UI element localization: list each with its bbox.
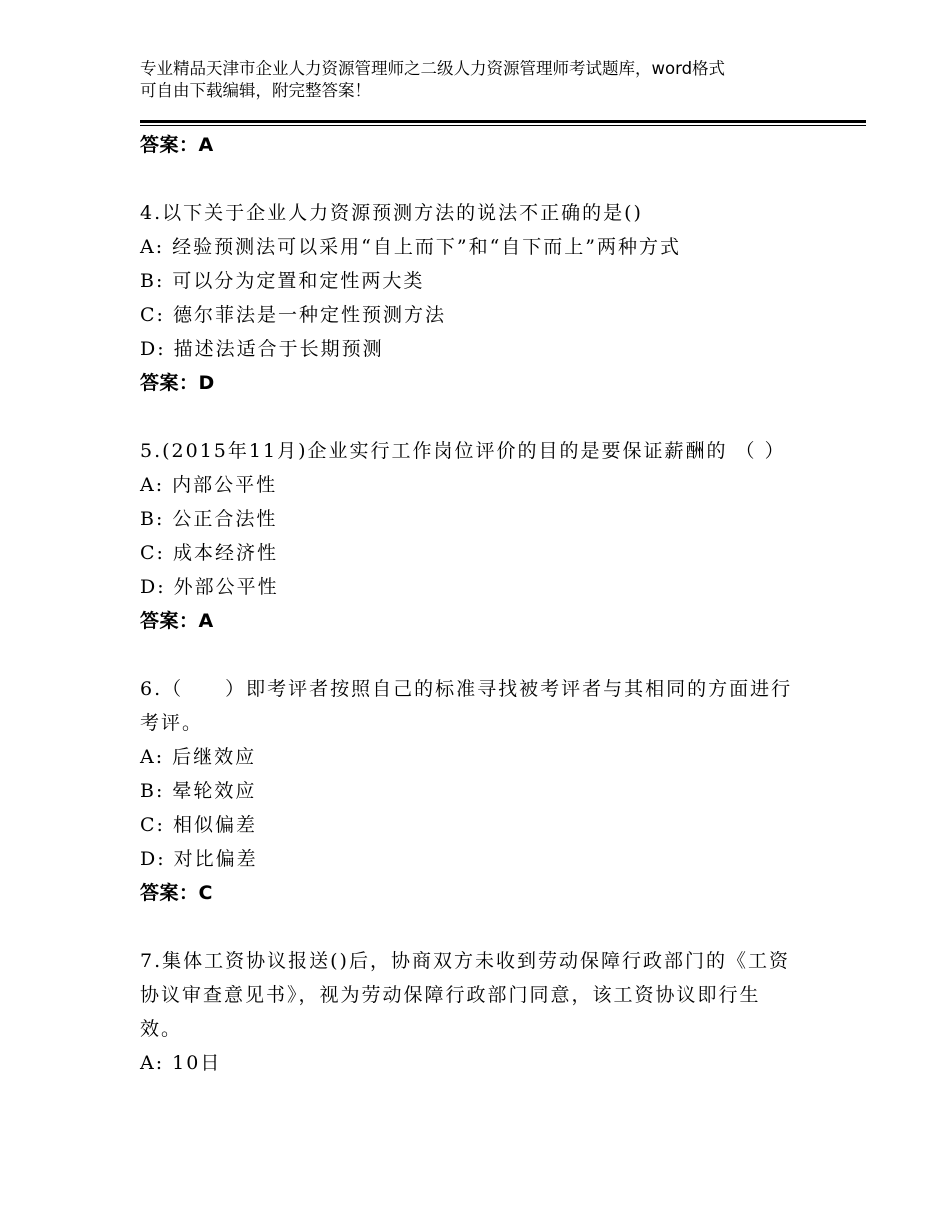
header-rule-thick [140,120,866,123]
question-stem: 6.（ ）即考评者按照自己的标准寻找被考评者与其相同的方面进行考评。 [140,678,793,734]
question-block [140,434,800,638]
option-d: D: 外部公平性 [140,576,279,598]
question-block [140,196,800,400]
option-c: C: 德尔菲法是一种定性预测方法 [140,304,446,326]
header-line-1: 专业精品天津市企业人力资源管理师之二级人力资源管理师考试题库，word格式 [140,59,726,78]
option-a: A: 内部公平性 [140,474,278,496]
option-b: B: 可以分为定置和定性两大类 [140,270,425,292]
answer-line: 答案：D [140,372,215,394]
question-list [140,128,800,1080]
option-b: B: 晕轮效应 [140,780,257,802]
question-stem: 4.以下关于企业人力资源预测方法的说法不正确的是() [140,202,643,224]
answer-line: 答案：A [140,134,214,156]
question-stem: 5.(2015年11月)企业实行工作岗位评价的目的是要保证薪酬的 （ ） [140,440,786,462]
option-c: C: 相似偏差 [140,814,257,836]
answer-line: 答案：C [140,882,213,904]
option-c: C: 成本经济性 [140,542,278,564]
header-rule-thin [140,125,866,126]
document-header [140,58,820,102]
option-b: B: 公正合法性 [140,508,278,530]
option-a: A: 经验预测法可以采用“自上而下”和“自下而上”两种方式 [140,236,682,258]
question-stem: 7.集体工资协议报送()后，协商双方未收到劳动保障行政部门的《工资协议审查意见书》，视为劳动保障行政部门同意，该工资协议即行生效。 [140,950,790,1040]
header-line-2: 可自由下载编辑，附完整答案！ [140,81,371,100]
answer-line: 答案：A [140,610,214,632]
question-block [140,944,800,1080]
option-a: A: 10日 [140,1052,222,1074]
option-a: A: 后继效应 [140,746,257,768]
question-block [140,672,800,910]
option-d: D: 对比偏差 [140,848,258,870]
option-d: D: 描述法适合于长期预测 [140,338,384,360]
